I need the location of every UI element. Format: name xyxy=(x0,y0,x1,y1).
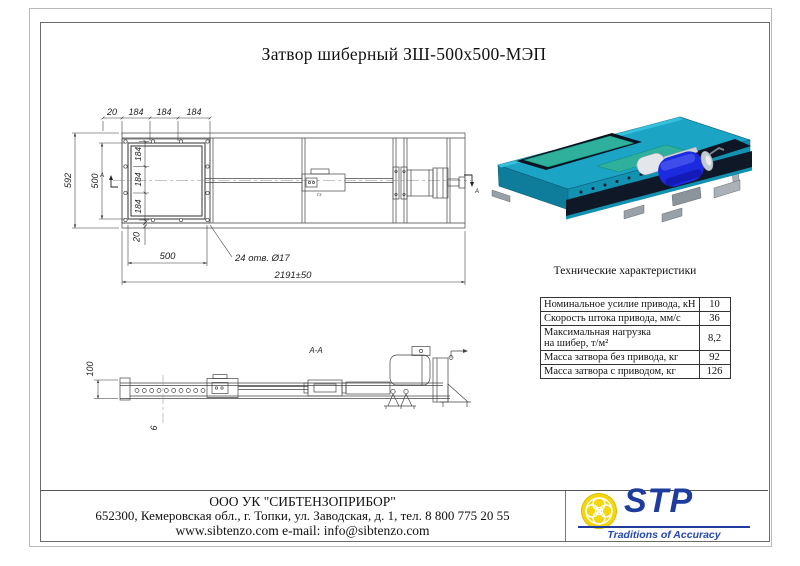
table-row xyxy=(541,298,731,312)
dim-overall-length: 2191±50 xyxy=(274,270,312,281)
stp-brand-text: STP xyxy=(624,482,694,520)
specs-heading: Технические характеристики xyxy=(553,265,697,277)
dim-in-184c: 184 xyxy=(133,199,143,214)
side-view-drawing xyxy=(70,328,480,443)
dim-500-left: 500 xyxy=(90,173,100,189)
dim-500-bottom: 500 xyxy=(159,251,176,262)
spec-value: 126 xyxy=(699,365,730,379)
spec-value: 10 xyxy=(699,298,730,312)
dim-in-184b: 184 xyxy=(133,172,143,187)
table-row xyxy=(541,365,731,379)
stp-flower-icon xyxy=(580,492,618,530)
company-address: 652300, Кемеровская обл., г. Топки, ул. Заводская, д. 1, тел. 8 800 775 20 55 xyxy=(95,508,510,523)
drawing-title: Затвор шиберный ЗШ-500х500-МЭП xyxy=(261,44,547,64)
company-info xyxy=(40,491,565,541)
dim-in-184a: 184 xyxy=(133,146,143,162)
side-view-dims xyxy=(94,380,118,399)
spec-name: Масса затвора без привода, кг xyxy=(541,351,700,365)
footer-divider xyxy=(565,491,566,541)
section-label: А-А xyxy=(309,346,323,355)
valve-body-outline xyxy=(113,133,471,228)
section-letter-right: А xyxy=(474,189,480,195)
company-name: ООО УК "СИБТЕНЗОПРИБОР" xyxy=(209,494,396,509)
specs-table xyxy=(540,297,731,379)
spec-value: 8,2 xyxy=(699,326,730,351)
dim-top-20: 20 xyxy=(106,107,118,117)
valve-3d-render xyxy=(488,98,768,243)
dim-top-184c: 184 xyxy=(186,107,202,117)
dim-top-184a: 184 xyxy=(128,107,144,117)
stp-logo xyxy=(578,482,760,541)
logo-tagline: Traditions of Accuracy xyxy=(607,529,721,541)
weld-mark: Т3 xyxy=(316,192,322,197)
dim-100: 100 xyxy=(85,361,95,377)
spec-value: 92 xyxy=(699,351,730,365)
spec-name: Масса затвора с приводом, кг xyxy=(541,365,700,379)
side-view-body xyxy=(120,347,471,427)
logo-rule xyxy=(578,526,750,528)
spec-name: Скорость штока привода, мм/с xyxy=(541,312,700,326)
holes-callout: 24 отв. Ø17 xyxy=(235,253,290,264)
dim-6: 6 xyxy=(149,425,159,431)
section-letter-left: А xyxy=(99,173,105,179)
top-view-drawing xyxy=(55,95,495,295)
table-row xyxy=(541,312,731,326)
spec-value: 36 xyxy=(699,312,730,326)
company-web: www.sibtenzo.com e-mail: info@sibtenzo.com xyxy=(175,522,430,538)
dim-top-184b: 184 xyxy=(156,107,172,117)
dim-592: 592 xyxy=(63,172,73,189)
dim-20-bottom: 20 xyxy=(131,231,142,243)
table-row xyxy=(541,326,731,351)
section-cut-markers xyxy=(109,175,474,187)
spec-name: Максимальная нагрузка на шибер, т/м² xyxy=(541,326,700,351)
spec-name: Номинальное усилие привода, кН xyxy=(541,298,700,312)
table-row xyxy=(541,351,731,365)
